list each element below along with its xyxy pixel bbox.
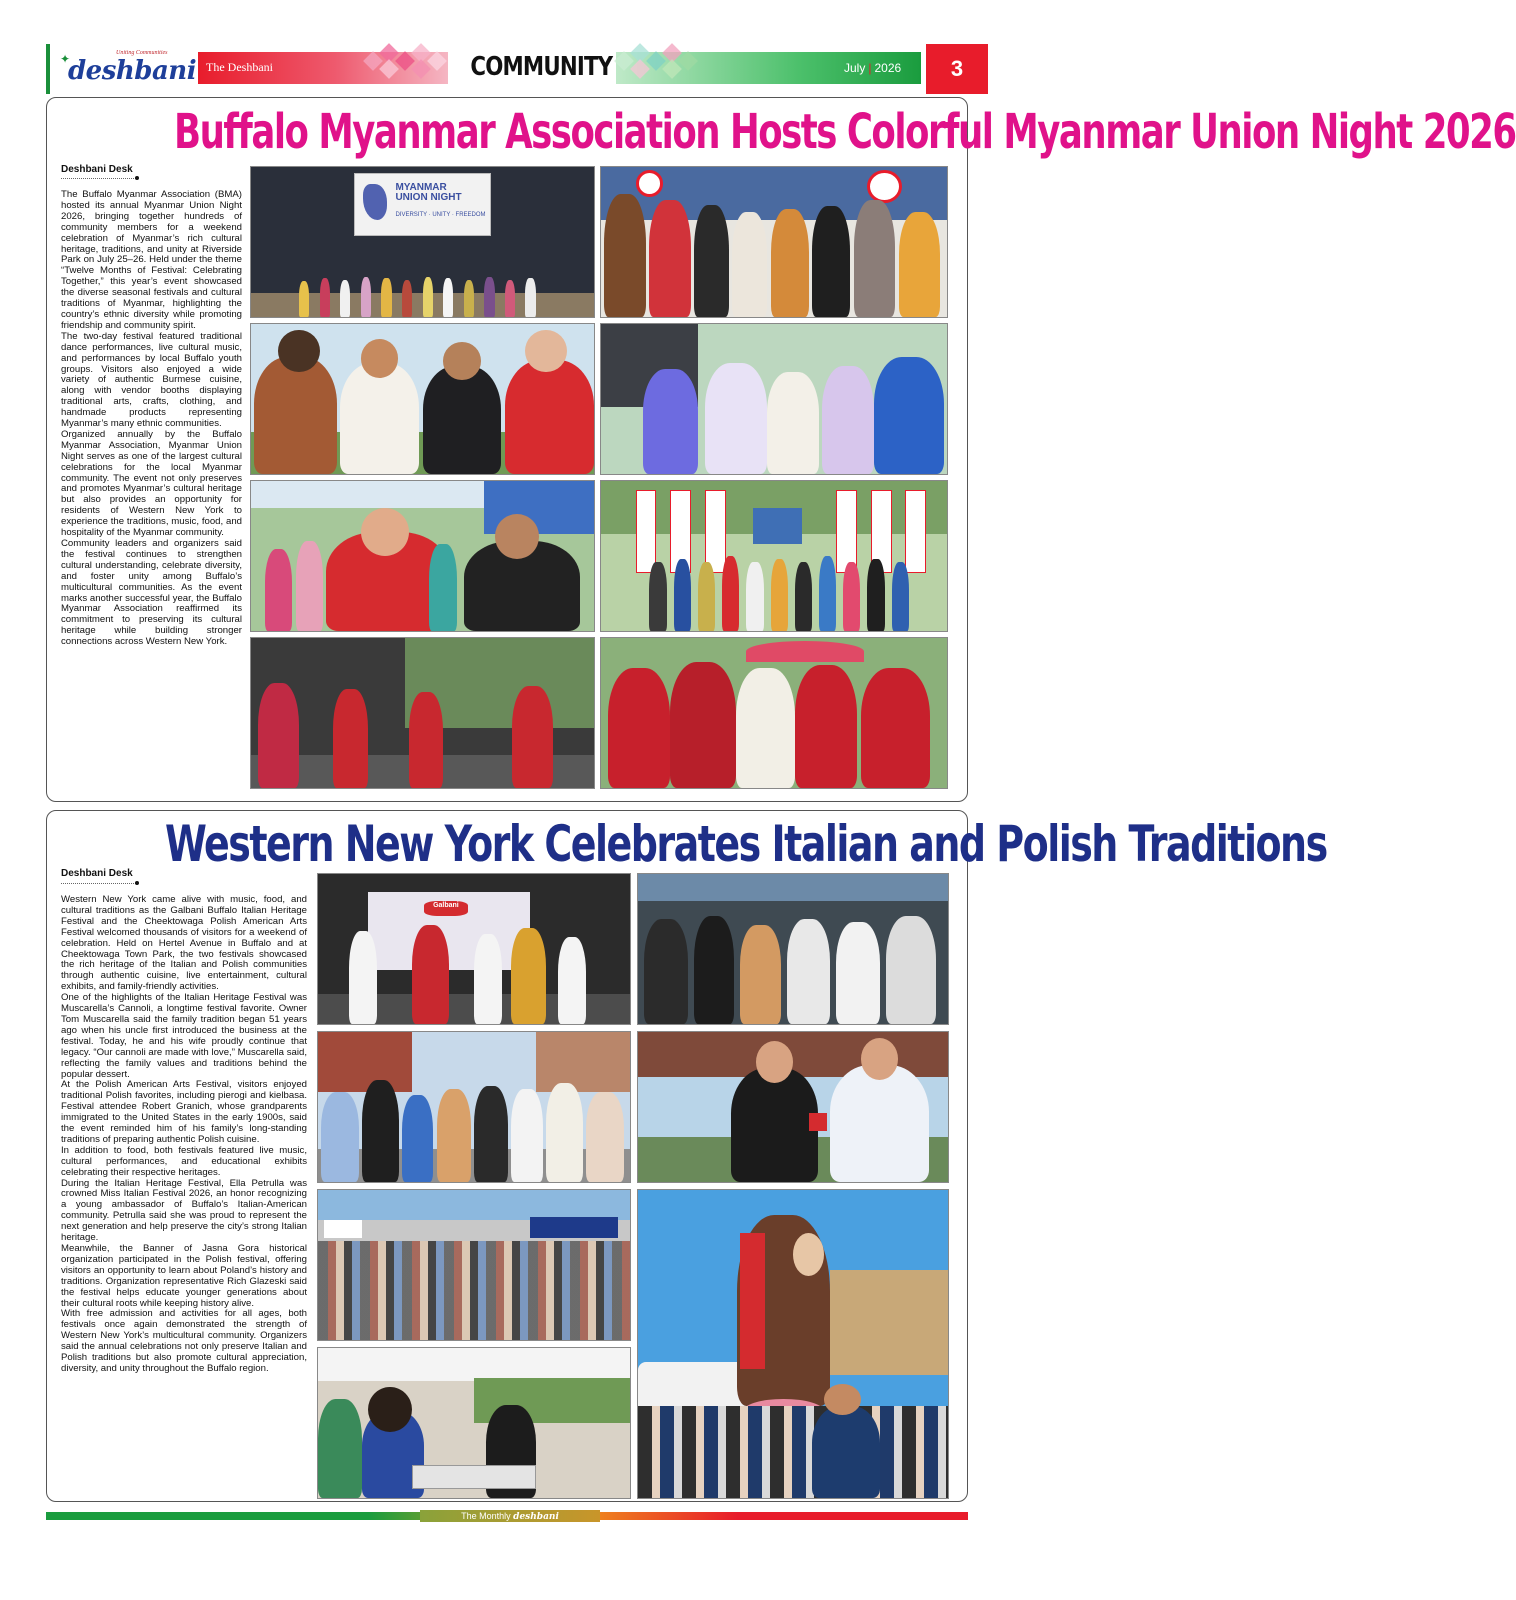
photo-stage-performance	[250, 166, 595, 318]
galbani-sign: Galbani	[424, 901, 468, 916]
photo-stage-clergy	[317, 873, 631, 1025]
banner-title: MYANMAR UNION NIGHT	[395, 181, 462, 203]
footer-prefix: The Monthly	[461, 1511, 511, 1521]
byline-rule	[61, 883, 136, 884]
decorative-diamonds-right	[611, 46, 721, 90]
article-byline: Deshbani Desk	[61, 868, 133, 879]
photo-group-dignitaries	[600, 166, 948, 318]
article-body	[61, 895, 307, 1375]
article-paragraph: Western New York came alive with music, food, and cultural traditions as the Galbani Buffalo Italian Heritage Festival and the Cheektowaga Polish American Arts Festival welcomed thousands of visitors for a weekend of celebration. Held on Hertel Avenue in Buffalo and at Cheektowaga Town Park, the two festivals showcased the rich heritage of the Italian and Polish communities through authentic cuisine, live entertainment, cultural exhibits, and family-friendly activities.	[61, 894, 307, 993]
deshbani-logo	[56, 48, 196, 88]
photo-youth-group	[600, 480, 948, 632]
decorative-diamonds-left	[346, 46, 456, 90]
article-body	[61, 190, 242, 648]
issue-date: July | 2026	[844, 61, 902, 75]
article-byline: Deshbani Desk	[61, 164, 133, 175]
logo-tagline: Uniting Communities	[116, 50, 168, 56]
page-number: 3	[926, 44, 988, 94]
issue-year: 2026	[874, 61, 902, 75]
bird-icon: ✦	[60, 52, 71, 66]
photo-food-vendor	[317, 1347, 631, 1499]
photo-youth-dancers	[600, 637, 948, 789]
photo-saint-procession	[637, 1189, 949, 1499]
issue-month: July	[844, 61, 866, 75]
masthead-label: The Deshbani	[206, 60, 273, 74]
photo-festival-crowd	[250, 480, 595, 632]
article-headline: Western New York Celebrates Italian and Polish Traditions	[165, 815, 1327, 873]
photo-evening-group	[637, 873, 949, 1025]
article-paragraph: The two-day festival featured traditional dance performances, live cultural music, and performances by local Buffalo youth groups. Visitors also enjoyed a wide variety of authentic Burmese cuisine, along with vendor booths displaying traditional arts, crafts, clothing, and handmade products representing Myanmar’s many ethnic communities.	[61, 330, 242, 430]
photo-community-leaders	[250, 323, 595, 475]
article-paragraph: Organized annually by the Buffalo Myanmar Association, Myanmar Union Night serves as one of the largest cultural celebrations for the local Myanmar community. The event not only preserves and promotes Myanmar’s cultural heritage but also provides an opportunity for residents of Western New York to experience the traditions, music, food, and hospitality of the Myanmar community.	[61, 428, 242, 539]
article-paragraph: Community leaders and organizers said the festival continues to strengthen cultural understanding, celebrate diversity, and foster unity among Buffalo’s multicultural communities. As the event marks another successful year, the Buffalo Myanmar Association reaffirmed its commitment to preserving its cultural heritage while building stronger connections across Western New York.	[61, 538, 242, 648]
article-paragraph: The Buffalo Myanmar Association (BMA) hosted its annual Myanmar Union Night 2026, bringing together hundreds of community members for a weekend celebration of Myanmar’s rich cultural heritage, traditions, and unity at Riverside Park on July 25–26. Held under the theme “Twelve Months of Festival: Celebrating Together,” this year’s event showcased the diverse seasonal festivals and cultural traditions of Myanmar, highlighting the country’s ethnic diversity while promoting friendship and community spirit.	[61, 189, 242, 331]
article-paragraph: One of the highlights of the Italian Heritage Festival was Muscarella’s Cannoli, a longtime festival favorite. Owner Tom Muscarella said the family tradition began 51 years ago when his uncle first introduced the business at the festival. Today, he and his wife proudly continue that legacy. “Our cannoli are made with love,” Muscarella said, reflecting the family values and traditions behind the popular dessert.	[61, 992, 307, 1080]
byline-dot	[135, 176, 139, 180]
photo-dance-performance	[250, 637, 595, 789]
byline-rule	[61, 178, 136, 179]
article-paragraph: During the Italian Heritage Festival, Ella Petrulla was crowned Miss Italian Festival 2026, an honor recognizing a young ambassador of Buffalo’s Italian-American community. Petrulla said she was proud to represent the next generation and help preserve the city’s strong Italian heritage.	[61, 1177, 307, 1244]
article-paragraph: Meanwhile, the Banner of Jasna Gora historical organization participated in the Polish festival, offering visitors an opportunity to learn about Poland’s history and traditions. Organization representative Rich Glazeski said the festival helps educate younger generations about their cultural roots while keeping history alive.	[61, 1243, 307, 1309]
page-header	[46, 44, 988, 94]
article-heritage-panel	[46, 810, 1327, 1502]
header-accent-bar	[46, 44, 50, 94]
article-paragraph: In addition to food, both festivals featured live music, cultural performances, and educational exhibits celebrating their respective heritages.	[61, 1144, 307, 1178]
article-paragraph: With free admission and activities for all ages, both festivals once again demonstrated the strength of Western New York’s multicultural community. Organizers said the annual celebrations not only preserve Italian and Polish traditions but also promote cultural appreciation, diversity, and unity throughout the Buffalo region.	[61, 1308, 307, 1374]
article-myanmar-panel	[46, 97, 1516, 802]
photo-hertel-avenue-group	[317, 1031, 631, 1183]
logo-wordmark: deshbani	[68, 56, 197, 86]
footer-brand	[420, 1510, 600, 1522]
article-paragraph: At the Polish American Arts Festival, visitors enjoyed traditional Polish favorites, including pierogi and kielbasa. Festival attendee Robert Granich, whose grandparents immigrated to the United States in the early 1900s, said the event reminded him of his family’s long-standing traditions of preparing authentic Polish cuisine.	[61, 1079, 307, 1145]
photo-street-crowd	[317, 1189, 631, 1341]
article-headline: Buffalo Myanmar Association Hosts Colorful Myanmar Union Night 2026	[174, 104, 1516, 160]
photo-traditional-attire	[600, 323, 948, 475]
photo-festival-toast	[637, 1031, 949, 1183]
byline-dot	[135, 881, 139, 885]
section-title: COMMUNITY	[470, 52, 613, 82]
banner-subtitle: DIVERSITY · UNITY · FREEDOM	[395, 211, 486, 218]
footer-wordmark: deshbani	[513, 1512, 559, 1522]
stage-banner	[354, 173, 491, 236]
